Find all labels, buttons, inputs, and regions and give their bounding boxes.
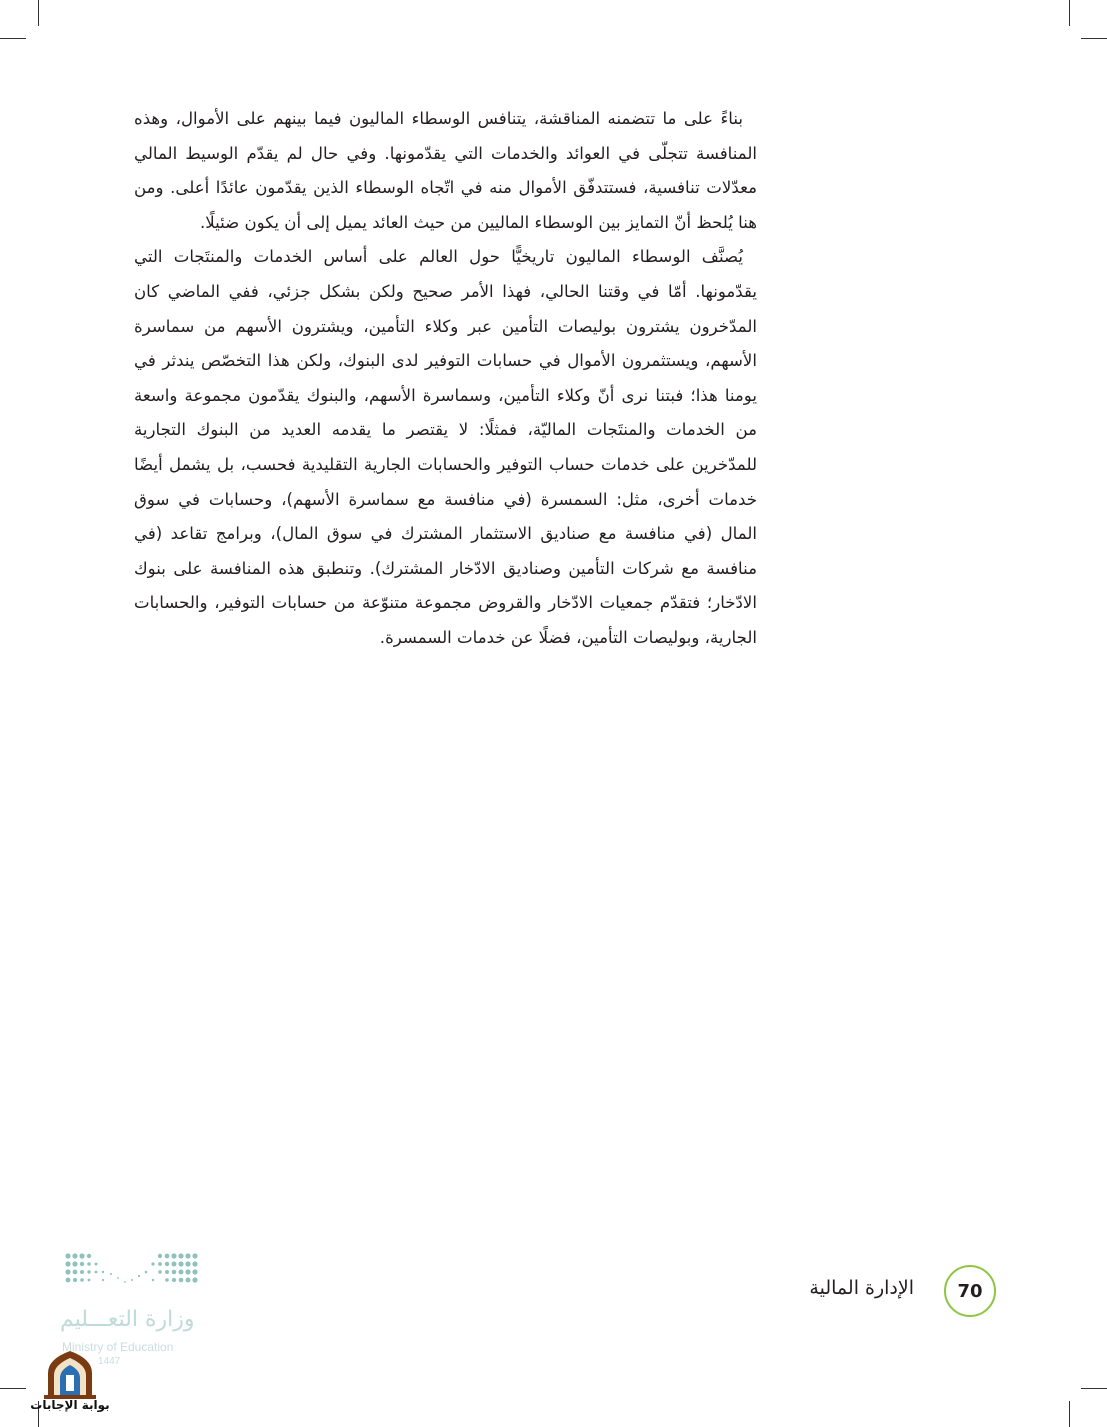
crop-mark-top-right-horizontal <box>1081 38 1107 39</box>
crop-mark-bottom-left-horizontal <box>0 1388 26 1389</box>
crop-mark-top-left-vertical <box>38 0 39 26</box>
page-number: 70 <box>957 1280 983 1302</box>
ministry-year: 1447 <box>98 1356 121 1367</box>
paragraph-1: بناءً على ما تتضمنه المناقشة، يتنافس الوسطاء الماليون فيما بينهم على الأموال، وهذه المنافسة تتجلّى في العوائد والخدمات التي يقدّمونها. وفي حال لم يقدّم الوسيط المالي معدّلات تنافسية، فستتدفّق الأموال منه في اتّجاه الوسطاء الذين يقدّمون عائدًا أعلى. ومن هنا يُلحظ أنّ التمايز بين الوسطاء الماليين من حيث العائد يميل إلى أن يكون ضئيلًا. <box>134 109 757 232</box>
crop-mark-top-left-horizontal <box>0 38 26 39</box>
body-text <box>134 102 757 656</box>
ministry-name-arabic: وزارة التعـــليم <box>60 1307 195 1332</box>
crop-mark-top-right-vertical <box>1069 0 1070 26</box>
page-number-badge <box>944 1265 996 1317</box>
crop-mark-bottom-right-vertical <box>1069 1401 1070 1427</box>
paragraph-2: يُصنَّف الوسطاء الماليون تاريخيًّا حول العالم على أساس الخدمات والمنتَجات التي يقدّمونها. أمّا في وقتنا الحالي، فهذا الأمر صحيح ولكن بشكل جزئي، ففي الماضي كان المدّخرون يشترون بوليصات التأمين عبر وكلاء التأمين، ويشترون الأسهم من سماسرة الأسهم، ويستثمرون الأموال في حسابات التوفير لدى البنوك، ولكن هذا التخصّص يندثر في يومنا هذا؛ فبتنا نرى أنّ وكلاء التأمين، وسماسرة الأسهم، والبنوك يقدّمون مجموعة واسعة من الخدمات والمنتَجات الماليّة، فمثلًا: لا يقتصر ما يقدمه العديد من البنوك التجارية للمدّخرين على خدمات حساب التوفير والحسابات الجارية التقليدية فحسب، بل يشمل أيضًا خدمات أخرى، مثل: السمسرة (في منافسة مع سماسرة الأسهم)، وحسابات في سوق المال (في منافسة مع صناديق الاستثمار المشترك في سوق المال)، وبرامج تقاعد (في منافسة مع شركات التأمين وصناديق الادّخار المشترك). وتنطبق هذه المنافسة على بنوك الادّخار؛ فتقدّم جمعيات الادّخار والقروض مجموعة متنوّعة من حسابات التوفير، والحسابات الجارية، وبوليصات التأمين، فضلًا عن خدمات السمسرة. <box>134 247 757 647</box>
crop-mark-bottom-right-horizontal <box>1081 1388 1107 1389</box>
portal-badge-icon <box>30 1345 110 1427</box>
ministry-name-english: Ministry of Education <box>62 1340 174 1354</box>
portal-label: بوابة الإجابات <box>30 1398 110 1412</box>
book-title: الإدارة المالية <box>809 1277 914 1299</box>
